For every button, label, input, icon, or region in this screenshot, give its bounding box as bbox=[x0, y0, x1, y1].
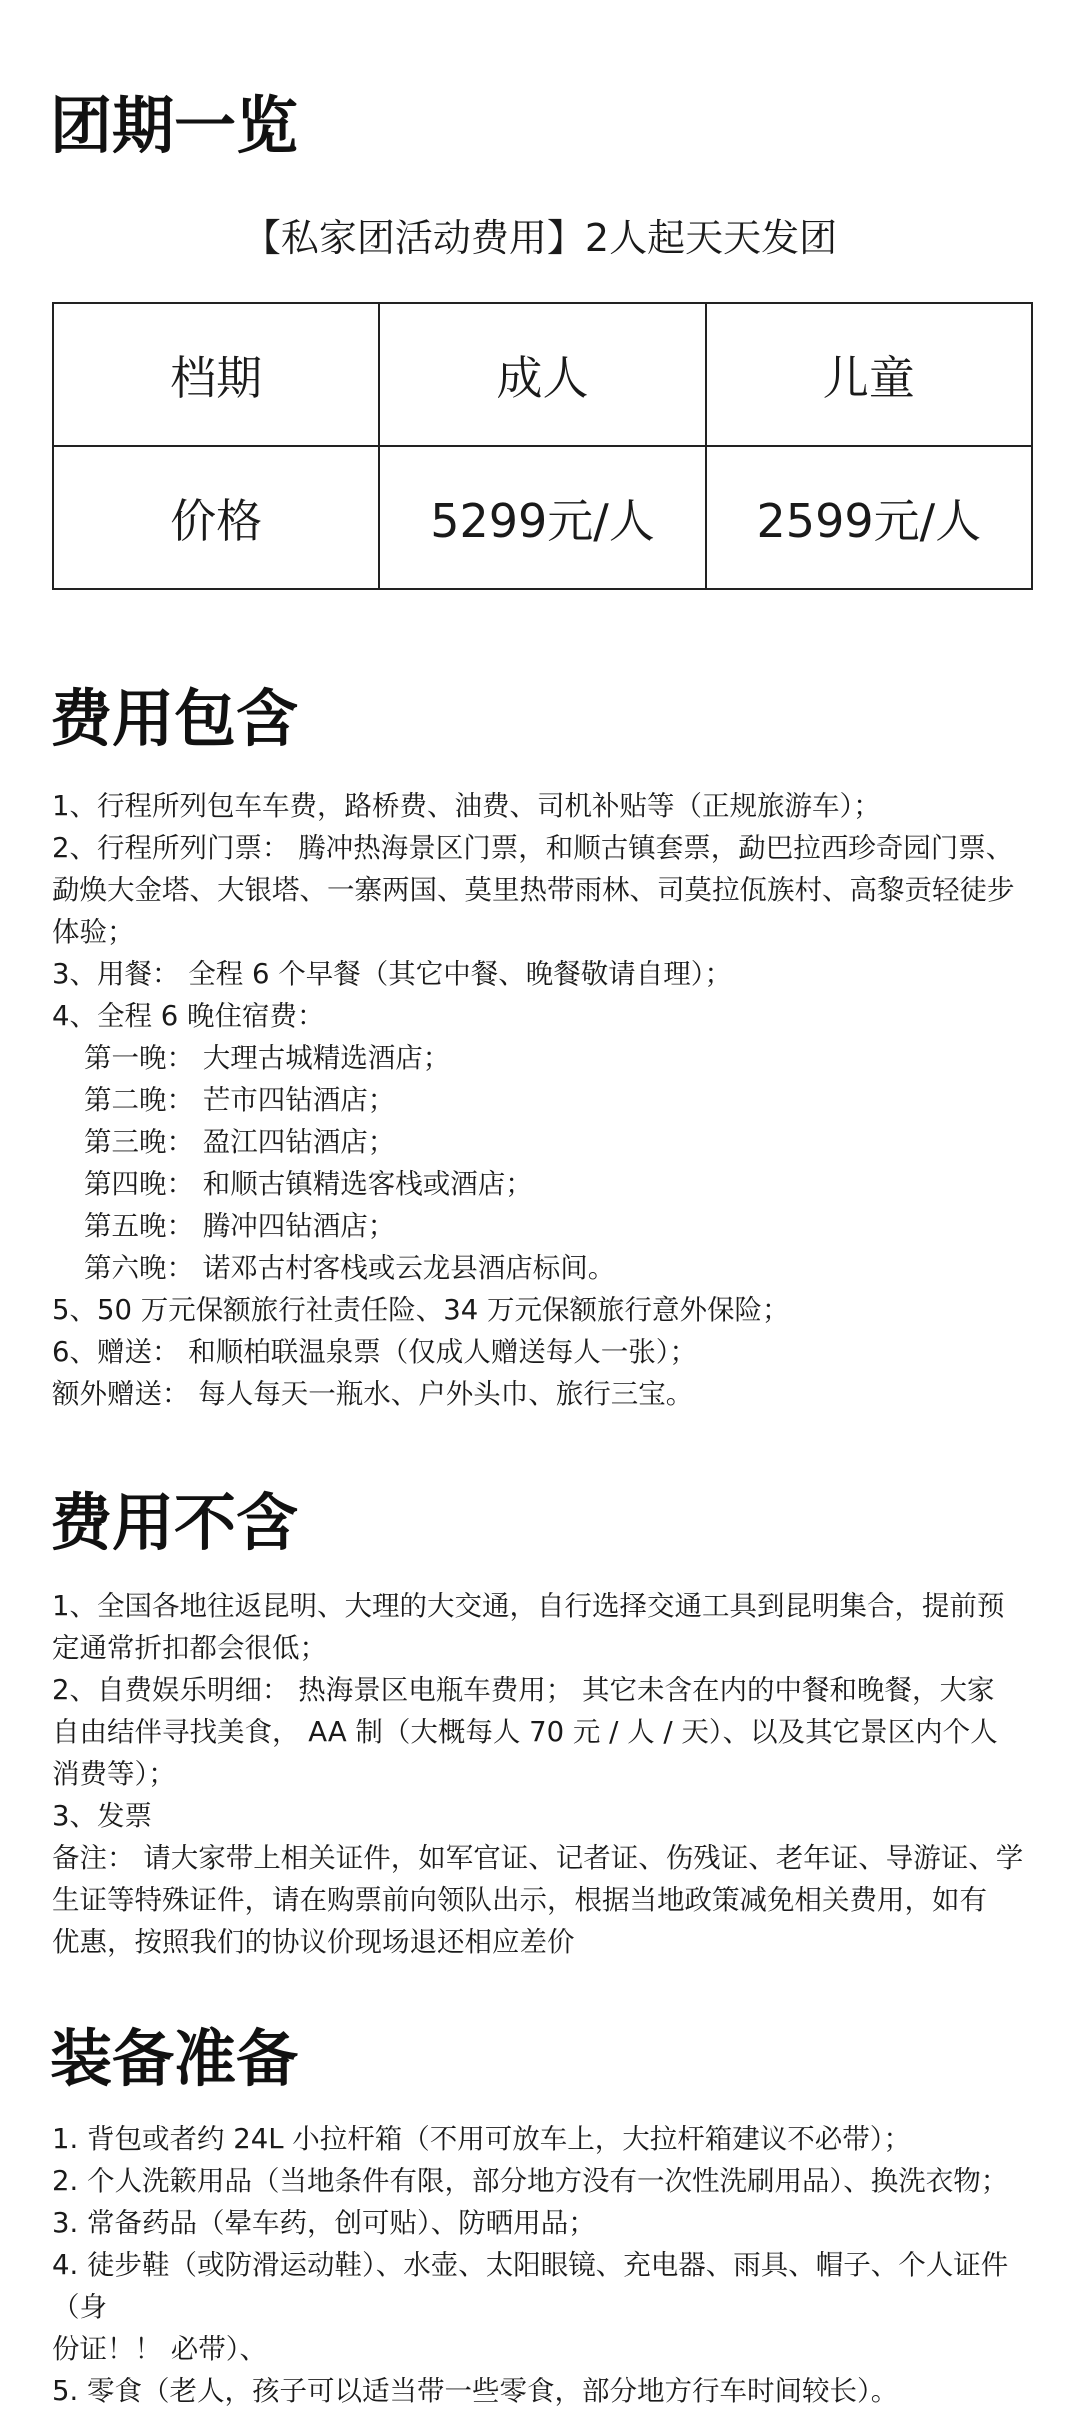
list-item: 3、发票 bbox=[52, 1800, 152, 1832]
table-header-row bbox=[53, 303, 1032, 446]
list-item-night-3: 第三晚： 盈江四钻酒店； bbox=[84, 1126, 396, 1158]
list-item-night-1: 第一晚： 大理古城精选酒店； bbox=[84, 1042, 451, 1074]
list-item: 定通常折扣都会很低； bbox=[52, 1632, 327, 1664]
list-item: 自由结伴寻找美食， AA 制（大概每人 70 元 / 人 / 天）、以及其它景区内个人 bbox=[52, 1716, 998, 1748]
list-item: 1、全国各地往返昆明、大理的大交通，自行选择交通工具到昆明集合，提前预 bbox=[52, 1590, 1005, 1622]
list-item: 优惠，按照我们的协议价现场退还相应差价 bbox=[52, 1926, 575, 1958]
list-item: 3. 常备药品（晕车药，创可贴）、防晒用品； bbox=[52, 2207, 596, 2239]
list-item: 4. 徒步鞋（或防滑运动鞋）、水壶、太阳眼镜、充电器、雨具、帽子、个人证件（身 bbox=[52, 2249, 1009, 2323]
table-cell-adult-price: 5299元/人 bbox=[379, 446, 705, 589]
heading-equipment: 装备准备 bbox=[50, 2022, 299, 2095]
heading-fee-excluded: 费用不含 bbox=[50, 1486, 299, 1559]
list-item: 5、50 万元保额旅行社责任险、34 万元保额旅行意外保险； bbox=[52, 1294, 790, 1326]
list-item: 2、自费娱乐明细： 热海景区电瓶车费用； 其它未含在内的中餐和晚餐，大家 bbox=[52, 1674, 995, 1706]
fee-excluded-list bbox=[52, 1585, 1042, 1963]
table-cell-child-price: 2599元/人 bbox=[706, 446, 1032, 589]
price-subtitle: 【私家团活动费用】2人起天天发团 bbox=[242, 216, 838, 260]
table-header-cell-adult: 成人 bbox=[379, 303, 705, 446]
list-item-night-2: 第二晚： 芒市四钻酒店； bbox=[84, 1084, 396, 1116]
list-item: 4、全程 6 晚住宿费： bbox=[52, 1000, 325, 1032]
table-cell-price-label: 价格 bbox=[53, 446, 379, 589]
table-header-cell-child: 儿童 bbox=[706, 303, 1032, 446]
list-item: 消费等）； bbox=[52, 1758, 176, 1790]
list-item-night-5: 第五晚： 腾冲四钻酒店； bbox=[84, 1210, 396, 1242]
heading-schedule: 团期一览 bbox=[50, 89, 299, 162]
list-item: 生证等特殊证件，请在购票前向领队出示，根据当地政策减免相关费用，如有 bbox=[52, 1884, 987, 1916]
heading-fee-included: 费用包含 bbox=[50, 682, 299, 755]
list-item: 5. 零食（老人，孩子可以适当带一些零食，部分地方行车时间较长）。 bbox=[52, 2375, 899, 2407]
list-item: 1. 背包或者约 24L 小拉杆箱（不用可放车上，大拉杆箱建议不必带）； bbox=[52, 2123, 912, 2155]
list-item-night-4: 第四晚： 和顺古镇精选客栈或酒店； bbox=[84, 1168, 533, 1200]
table-row-price bbox=[53, 446, 1032, 589]
list-item: 2、行程所列门票： 腾冲热海景区门票，和顺古镇套票，勐巴拉西珍奇园门票、 bbox=[52, 832, 1014, 864]
list-item: 6、赠送： 和顺柏联温泉票（仅成人赠送每人一张）； bbox=[52, 1336, 697, 1368]
fee-included-list bbox=[52, 785, 1042, 1415]
equipment-list bbox=[52, 2118, 1042, 2412]
list-item: 勐焕大金塔、大银塔、一寨两国、莫里热带雨林、司莫拉佤族村、高黎贡轻徒步 bbox=[52, 874, 1015, 906]
list-item: 份证！！ 必带）、 bbox=[52, 2333, 267, 2365]
list-item-night-6: 第六晚： 诺邓古村客栈或云龙县酒店标间。 bbox=[84, 1252, 616, 1284]
list-item: 备注： 请大家带上相关证件，如军官证、记者证、伤残证、老年证、导游证、学 bbox=[52, 1842, 1024, 1874]
table-header-cell-period: 档期 bbox=[53, 303, 379, 446]
list-item: 2. 个人洗簌用品（当地条件有限，部分地方没有一次性洗刷用品）、换洗衣物； bbox=[52, 2165, 1009, 2197]
list-item: 体验； bbox=[52, 916, 135, 948]
list-item: 3、用餐： 全程 6 个早餐（其它中餐、晚餐敬请自理）； bbox=[52, 958, 732, 990]
price-table bbox=[52, 302, 1033, 590]
list-item: 1、行程所列包车车费，路桥费、油费、司机补贴等（正规旅游车）； bbox=[52, 790, 881, 822]
list-item: 额外赠送： 每人每天一瓶水、户外头巾、旅行三宝。 bbox=[52, 1378, 694, 1410]
